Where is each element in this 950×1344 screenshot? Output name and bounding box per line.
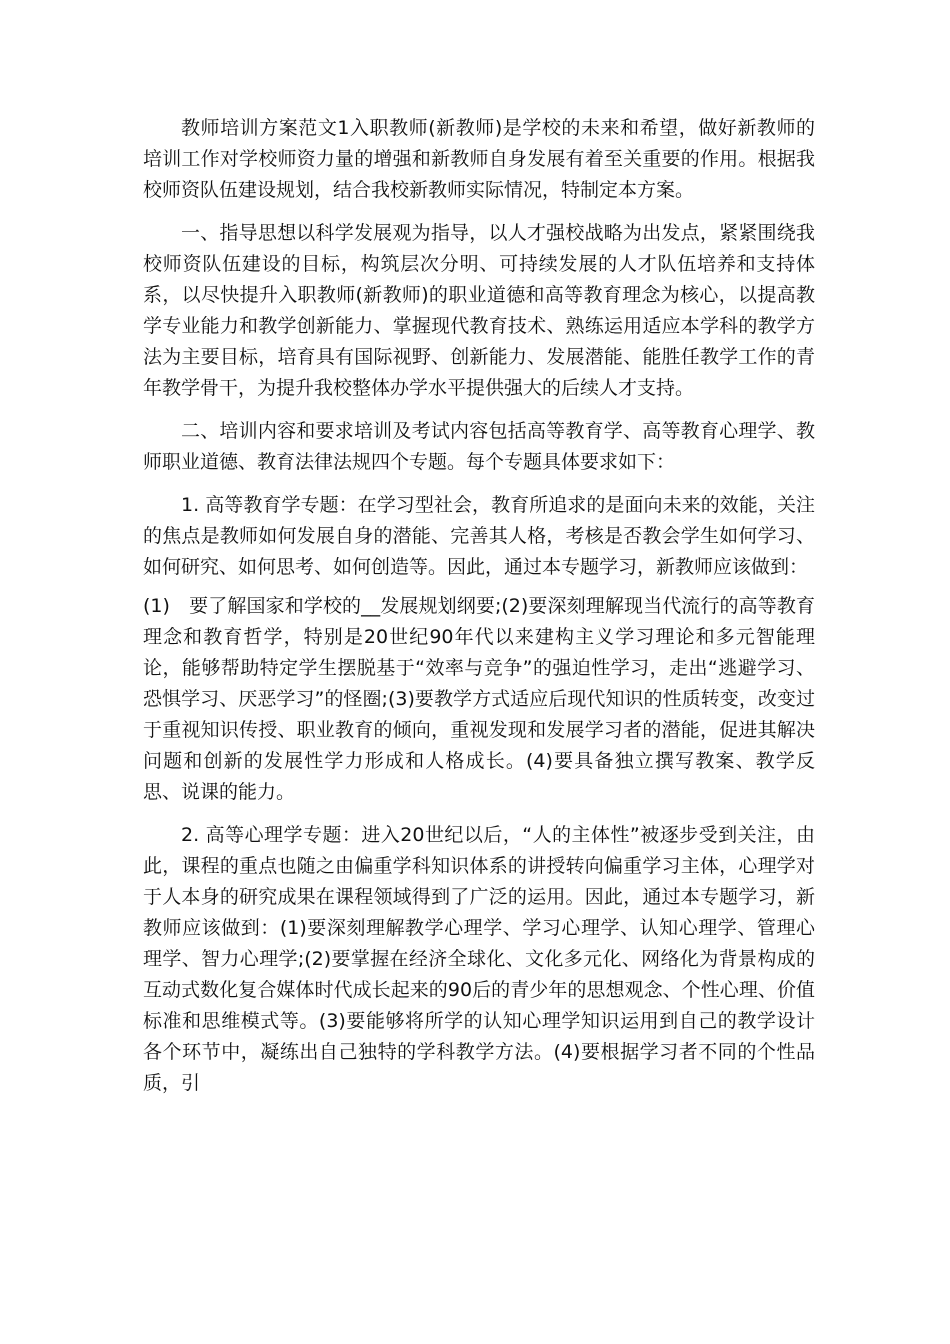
guiding-ideology-paragraph: 一、指导思想以科学发展观为指导，以人才强校战略为出发点，紧紧围绕我校师资队伍建设的目标，构筑层次分明、可持续发展的人才队伍培养和支持体系，以尽快提升入职教师(新教师)的职业道德和高等教育理念为核心，以提高教学专业能力和教学创新能力、掌握现代教育技术、熟练运用适应本学科的教学方法为主要目标，培育具有国际视野、创新能力、发展潜能、能胜任教学工作的青年教学骨干，为提升我校整体办学水平提供强大的后续人才支持。 [143, 222, 815, 399]
document-body [143, 113, 815, 1111]
intro-paragraph: 教师培训方案范文1入职教师(新教师)是学校的未来和希望，做好新教师的培训工作对学校师资力量的增强和新教师自身发展有着至关重要的作用。根据我校师资队伍建设规划，结合我校新教师实际情况，特制定本方案。 [143, 117, 815, 201]
psychology-topic-paragraph: 2. 高等心理学专题：进入20世纪以后，“人的主体性”被逐步受到关注，由此，课程的重点也随之由偏重学科知识体系的讲授转向偏重学习主体，心理学对于人本身的研究成果在课程领域得到了广泛的运用。因此，通过本专题学习，新教师应该做到：(1)要深刻理解教学心理学、学习心理学、认知心理学、管理心理学、智力心理学;(2)要掌握在经济全球化、文化多元化、网络化为背景构成的互动式数化复合媒体时代成长起来的90后的青少年的思想观念、个性心理、价值标准和思维模式等。(3)要能够将所学的认知心理学知识运用到自己的教学设计各个环节中，凝练出自己独特的学科教学方法。(4)要根据学习者不同的个性品质，引 [143, 824, 815, 1094]
higher-education-requirements-paragraph: (1) 要了解国家和学校的__发展规划纲要;(2)要深刻理解现当代流行的高等教育理念和教育哲学，特别是20世纪90年代以来建构主义学习理论和多元智能理论，能够帮助特定学生摆脱基于“效率与竞争”的强迫性学习，走出“逃避学习、恐惧学习、厌恶学习”的怪圈;(3)要教学方式适应后现代知识的性质转变，改变过于重视知识传授、职业教育的倾向，重视发现和发展学习者的潜能，促进其解决问题和创新的发展性学力形成和人格成长。(4)要具备独立撰写教案、教学反思、说课的能力。 [143, 595, 815, 803]
training-content-paragraph: 二、培训内容和要求培训及考试内容包括高等教育学、高等教育心理学、教师职业道德、教育法律法规四个专题。每个专题具体要求如下： [143, 420, 815, 473]
higher-education-topic-paragraph: 1. 高等教育学专题：在学习型社会，教育所追求的是面向未来的效能，关注的焦点是教师如何发展自身的潜能、完善其人格，考核是否教会学生如何学习、如何研究、如何思考、如何创造等。因此，通过本专题学习，新教师应该做到： [143, 494, 815, 578]
